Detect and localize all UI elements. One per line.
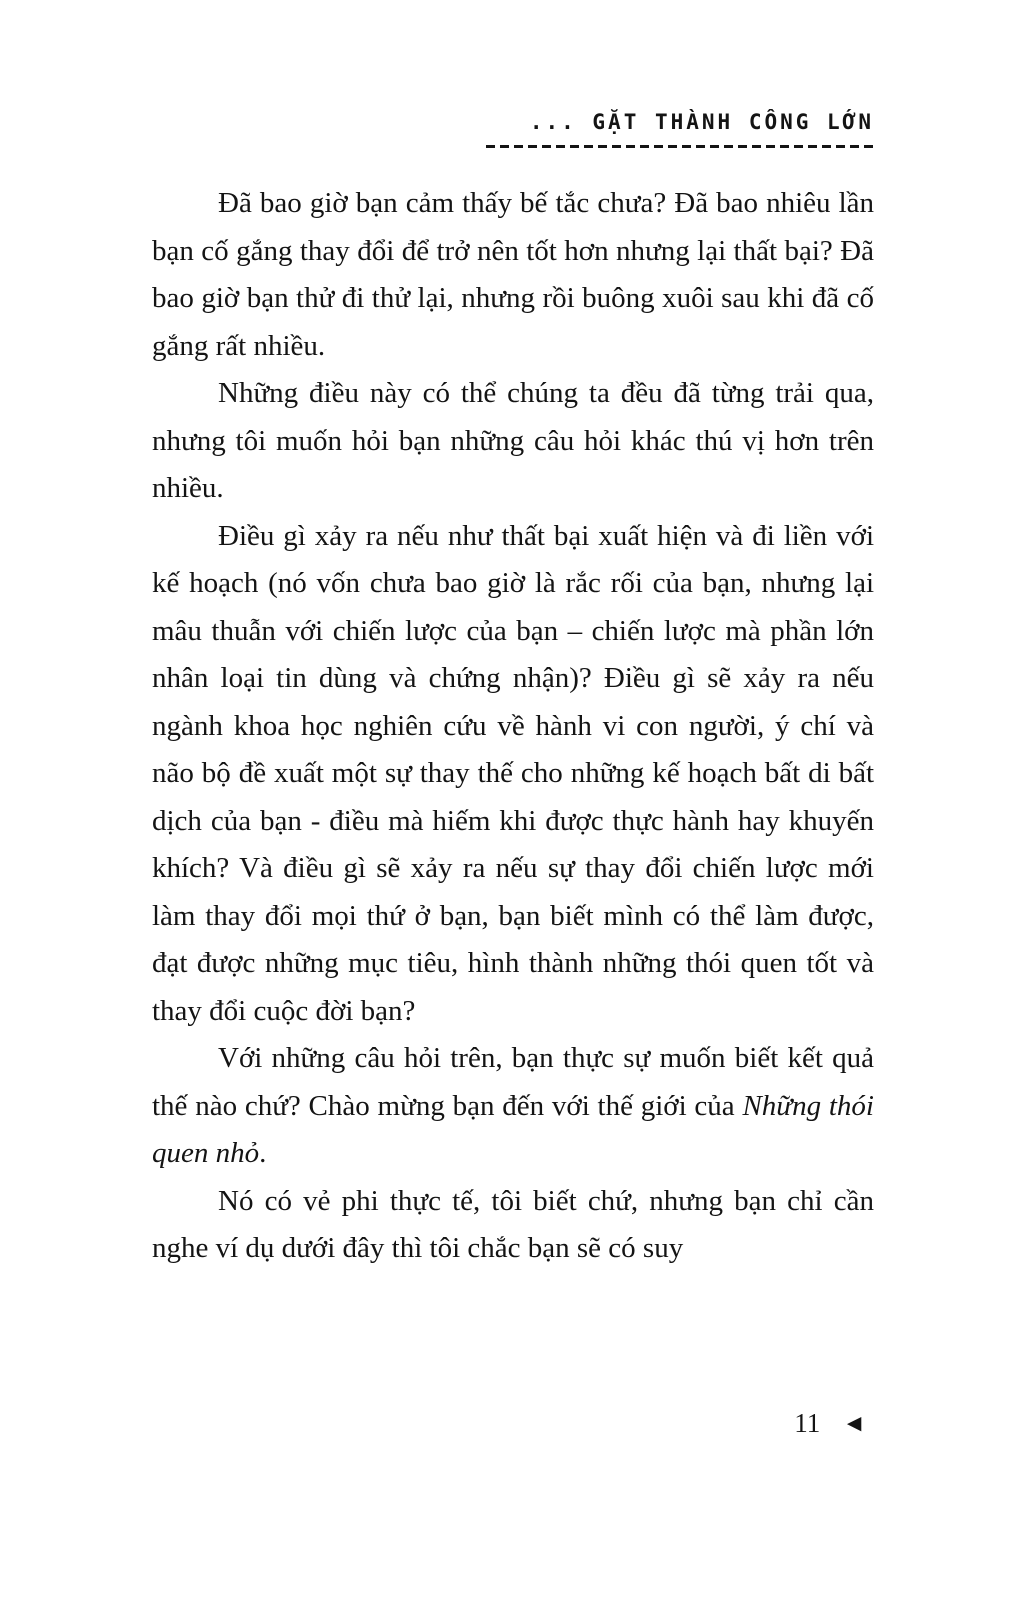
paragraph-text: Đã bao giờ bạn cảm thấy bế tắc chưa? Đã bao nhiêu lần bạn cố gắng thay đổi để trở nên tốt hơn nhưng lại thất bại? Đã bao giờ bạn thử đi thử lại, nhưng rồi buông xuôi sau khi đã cố gắng rất nhiều. bbox=[152, 187, 874, 362]
running-header bbox=[152, 110, 874, 148]
page-number: 11 bbox=[794, 1408, 821, 1438]
paragraph-text-italic: Những thói quen nhỏ bbox=[152, 1089, 874, 1169]
header-dashed-rule bbox=[486, 145, 874, 148]
paragraph-text: Nó có vẻ phi thực tế, tôi biết chứ, nhưng bạn chỉ cần nghe ví dụ dưới đây thì tôi chắc bạn sẽ có suy bbox=[152, 1184, 874, 1264]
paragraph bbox=[152, 1178, 874, 1273]
paragraph-text: Với những câu hỏi trên, bạn thực sự muốn biết kết quả thế nào chứ? Chào mừng bạn đến với thế giới của bbox=[152, 1042, 874, 1122]
paragraph-text: Những điều này có thể chúng ta đều đã từng trải qua, nhưng tôi muốn hỏi bạn những câu hỏi khác thú vị hơn trên nhiều. bbox=[152, 377, 874, 504]
running-header-title: ... GẶT THÀNH CÔNG LỚN bbox=[529, 110, 874, 134]
body-paragraphs bbox=[152, 180, 874, 1273]
left-triangle-icon: ◄ bbox=[842, 1410, 866, 1437]
paragraph bbox=[152, 513, 874, 1036]
paragraph bbox=[152, 180, 874, 370]
paragraph bbox=[152, 1035, 874, 1178]
page-footer bbox=[794, 1408, 866, 1439]
paragraph-text: Điều gì xảy ra nếu như thất bại xuất hiện và đi liền với kế hoạch (nó vốn chưa bao giờ là rắc rối của bạn, nhưng lại mâu thuẫn với chiến lược của bạn – chiến lược mà phần lớn nhân loại tin dùng và chứng nhận)? Điều gì sẽ xảy ra nếu ngành khoa học nghiên cứu về hành vi con người, ý chí và não bộ đề xuất một sự thay thế cho những kế hoạch bất di bất dịch của bạn - điều mà hiếm khi được thực hành hay khuyến khích? Và điều gì sẽ xảy ra nếu sự thay đổi chiến lược mới làm thay đổi mọi thứ ở bạn, bạn biết mình có thể làm được, đạt được những mục tiêu, hình thành những thói quen tốt và thay đổi cuộc đời bạn? bbox=[152, 519, 874, 1027]
paragraph bbox=[152, 370, 874, 513]
paragraph-text: . bbox=[259, 1137, 267, 1169]
